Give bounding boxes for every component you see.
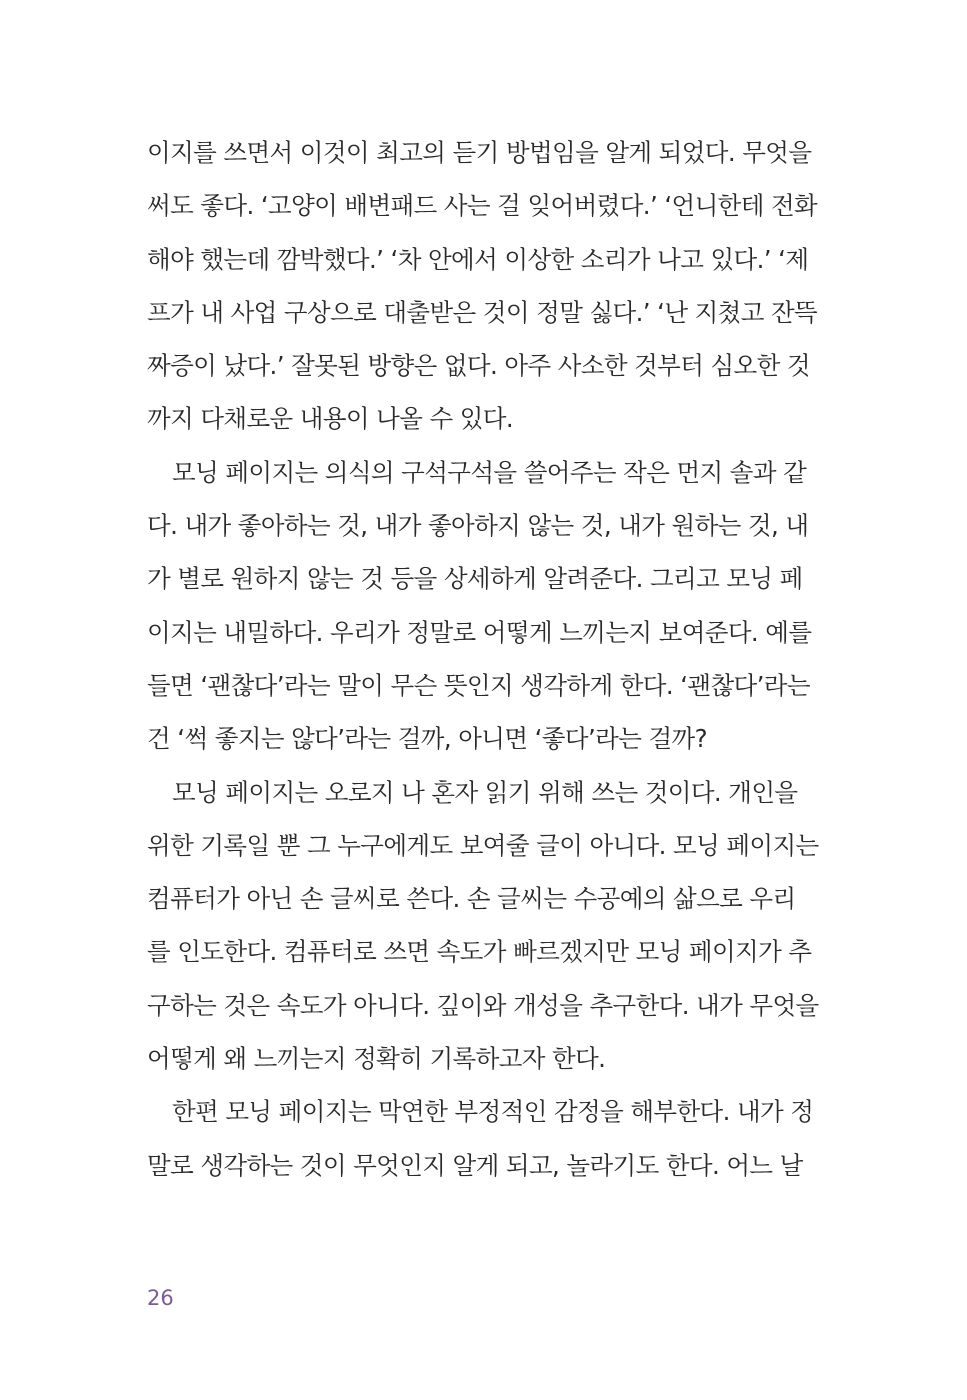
- text-line: 모닝 페이지는 오로지 나 혼자 읽기 위해 쓰는 것이다. 개인을: [172, 777, 798, 807]
- page-number: 26: [147, 1286, 174, 1310]
- text-line: 까지 다채로운 내용이 나올 수 있다.: [147, 404, 514, 434]
- text-line: 이지는 내밀하다. 우리가 정말로 어떻게 느끼는지 보여준다. 예를: [147, 617, 812, 647]
- text-line: 모닝 페이지는 의식의 구석구석을 쓸어주는 작은 먼지 솔과 같: [172, 457, 807, 487]
- text-line: 가 별로 원하지 않는 것 등을 상세하게 알려준다. 그리고 모닝 페: [147, 564, 803, 594]
- text-line: 를 인도한다. 컴퓨터로 쓰면 속도가 빠르겠지만 모닝 페이지가 추: [147, 937, 812, 967]
- text-line: 써도 좋다. ‘고양이 배변패드 사는 걸 잊어버렸다.’ ‘언니한테 전화: [147, 191, 818, 221]
- text-line: 프가 내 사업 구상으로 대출받은 것이 정말 싫다.’ ‘난 지쳤고 잔뜩: [147, 297, 818, 327]
- body-text: [147, 126, 819, 1192]
- text-line: 어떻게 왜 느끼는지 정확히 기록하고자 한다.: [147, 1044, 606, 1074]
- text-line: 건 ‘썩 좋지는 않다’라는 걸까, 아니면 ‘좋다’라는 걸까?: [147, 724, 707, 754]
- text-line: 말로 생각하는 것이 무엇인지 알게 되고, 놀라기도 한다. 어느 날: [147, 1150, 803, 1180]
- text-line: 한편 모닝 페이지는 막연한 부정적인 감정을 해부한다. 내가 정: [172, 1097, 814, 1127]
- text-line: 이지를 쓰면서 이것이 최고의 듣기 방법임을 알게 되었다. 무엇을: [147, 138, 812, 167]
- text-line: 구하는 것은 속도가 아니다. 깊이와 개성을 추구한다. 내가 무엇을: [147, 990, 819, 1020]
- text-line: 들면 ‘괜찮다’라는 말이 무슨 뜻인지 생각하게 한다. ‘괜찮다’라는: [147, 670, 810, 700]
- text-line: 짜증이 났다.’ 잘못된 방향은 없다. 아주 사소한 것부터 심오한 것: [147, 351, 810, 381]
- text-line: 컴퓨터가 아닌 손 글씨로 쓴다. 손 글씨는 수공예의 삶으로 우리: [147, 884, 796, 914]
- text-line: 해야 했는데 깜박했다.’ ‘차 안에서 이상한 소리가 나고 있다.’ ‘제: [147, 244, 809, 274]
- text-line: 위한 기록일 뿐 그 누구에게도 보여줄 글이 아니다. 모닝 페이지는: [147, 830, 819, 860]
- text-line: 다. 내가 좋아하는 것, 내가 좋아하지 않는 것, 내가 원하는 것, 내: [147, 511, 809, 541]
